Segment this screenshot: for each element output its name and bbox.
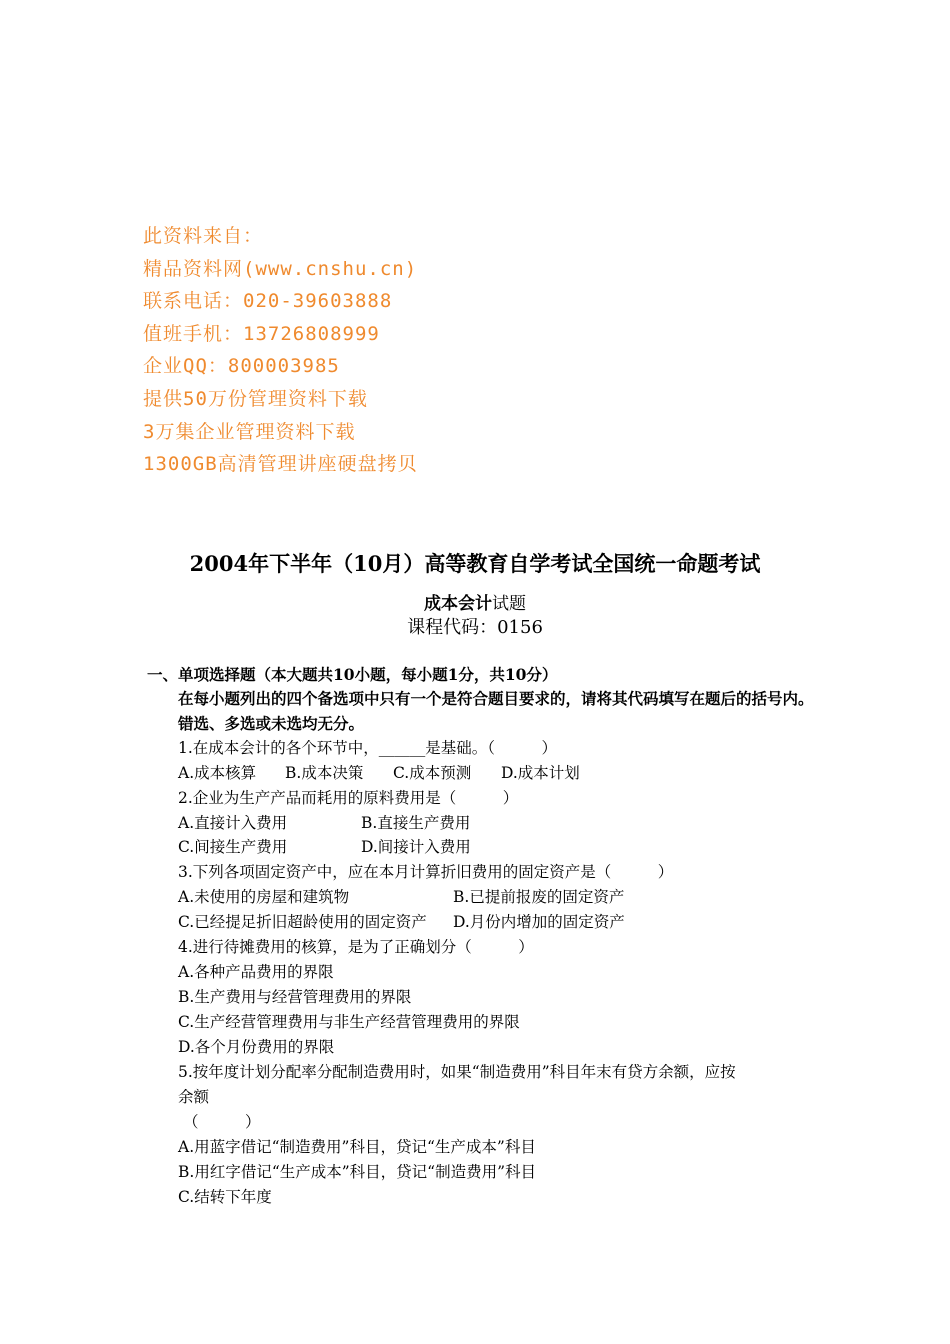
option-c: C.已经提足折旧超龄使用的固定资产 xyxy=(178,913,427,931)
subject-name: 成本会计 xyxy=(424,594,492,614)
exam-title: 2004年下半年（10月）高等教育自学考试全国统一命题考试 xyxy=(189,551,761,576)
option-d: D.成本计划 xyxy=(501,764,580,782)
option-b: B.生产费用与经营管理费用的界限 xyxy=(178,988,412,1006)
option-d: D.各个月份费用的界限 xyxy=(178,1038,335,1056)
option-d: D.月份内增加的固定资产 xyxy=(453,913,625,931)
option-b: B.成本决策 xyxy=(285,764,364,782)
option-c: C.间接生产费用 xyxy=(178,838,288,856)
option-a: A.直接计入费用 xyxy=(178,814,288,832)
ad-line: 精品资料网(www.cnshu.cn) xyxy=(143,257,418,280)
question-stem: 4.进行待摊费用的核算，是为了正确划分（ ） xyxy=(178,938,534,956)
answer-bracket: （ ） xyxy=(183,1113,261,1131)
ad-line: 值班手机：13726808999 xyxy=(143,322,380,345)
option-d: D.间接计入费用 xyxy=(361,838,471,856)
option-b: B.直接生产费用 xyxy=(361,814,471,832)
ad-line: 3万集企业管理资料下载 xyxy=(143,420,356,443)
option-b: B.用红字借记“生产成本”科目，贷记“制造费用”科目 xyxy=(178,1163,537,1181)
section-heading: 一、单项选择题（本大题共10小题，每小题1分，共10分） xyxy=(147,665,558,684)
option-a: A.各种产品费用的界限 xyxy=(178,963,334,981)
ad-line: 1300GB高清管理讲座硬盘拷贝 xyxy=(143,453,418,476)
course-code: 课程代码：0156 xyxy=(407,617,543,638)
ad-line: 此资料来自： xyxy=(143,225,264,247)
option-c: C.成本预测 xyxy=(393,764,472,782)
question-stem: 2.企业为生产产品而耗用的原料费用是（ ） xyxy=(178,789,519,807)
question-stem: 1.在成本会计的各个环节中，______是基础。（ ） xyxy=(178,739,558,757)
option-b: B.已提前报废的固定资产 xyxy=(453,888,625,906)
question-stem: 3.下列各项固定资产中，应在本月计算折旧费用的固定资产是（ ） xyxy=(178,863,674,881)
subject-suffix: 试题 xyxy=(492,594,526,614)
question-stem-cont: 余额 xyxy=(178,1088,210,1106)
ad-line: 提供50万份管理资料下载 xyxy=(143,387,368,410)
option-c: C.结转下年度 xyxy=(178,1188,272,1206)
option-a: A.未使用的房屋和建筑物 xyxy=(178,888,350,906)
ad-line: 联系电话：020-39603888 xyxy=(143,290,393,313)
option-c: C.生产经营管理费用与非生产经营管理费用的界限 xyxy=(178,1013,520,1031)
option-a: A.用蓝字借记“制造费用”科目，贷记“生产成本”科目 xyxy=(178,1138,536,1156)
exam-subject xyxy=(0,589,950,614)
section-instruction: 在每小题列出的四个备选项中只有一个是符合题目要求的，请将其代码填写在题后的括号内。错选、多选或未选均无分。 xyxy=(178,689,814,733)
ad-line: 企业QQ：800003985 xyxy=(143,355,340,378)
source-ad-block xyxy=(143,220,418,481)
option-a: A.成本核算 xyxy=(178,764,257,782)
question-stem: 5.按年度计划分配率分配制造费用时，如果“制造费用”科目年末有贷方余额，应按 xyxy=(178,1063,736,1081)
